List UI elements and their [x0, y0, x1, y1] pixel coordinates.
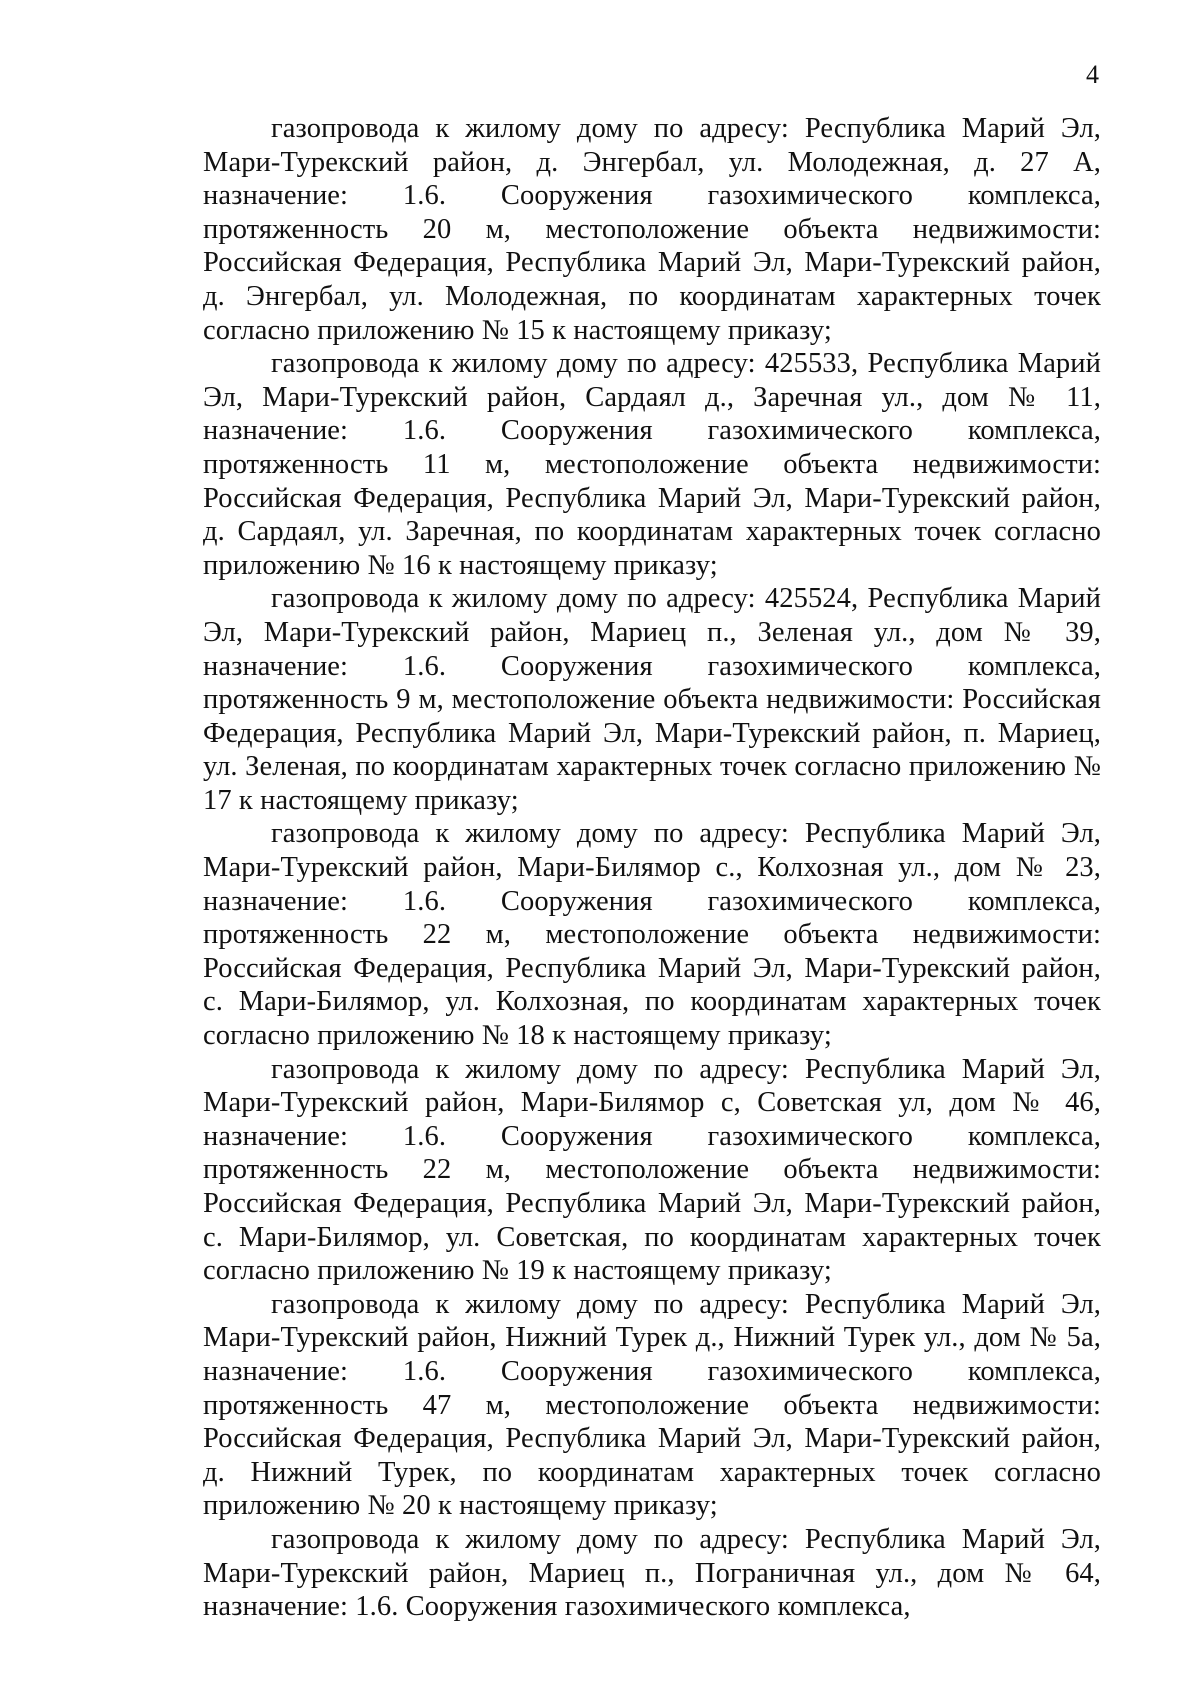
document-body [203, 112, 1101, 1624]
paragraph-appendix-17: газопровода к жилому дому по адресу: 425524, Республика Марий Эл, Мари-Турекский район, Мариец п., Зеленая ул., дом № 39, назначение: 1.6. Сооружения газохимического комплекса, протяженность 9 м, местоположение объекта недвижимости: Российская Федерация, Республика Марий Эл, Мари-Турекский район, п. Мариец, ул. Зеленая, по координатам характерных точек согласно приложению № 17 к настоящему приказу; [203, 583, 1101, 816]
paragraph-appendix-19: газопровода к жилому дому по адресу: Республика Марий Эл, Мари-Турекский район, Мари-Билямор с, Советская ул, дом № 46, назначение: 1.6. Сооружения газохимического комплекса, протяженность 22 м, местоположение объекта недвижимости: Российская Федерация, Республика Марий Эл, Мари-Турекский район, с. Мари-Билямор, ул. Советская, по координатам характерных точек согласно приложению № 19 к настоящему приказу; [203, 1053, 1101, 1287]
paragraph-appendix-16: газопровода к жилому дому по адресу: 425533, Республика Марий Эл, Мари-Турекский район, Сардаял д., Заречная ул., дом № 11, назначение: 1.6. Сооружения газохимического комплекса, протяженность 11 м, местоположение объекта недвижимости: Российская Федерация, Республика Марий Эл, Мари-Турекский район, д. Сардаял, ул. Заречная, по координатам характерных точек согласно приложению № 16 к настоящему приказу; [203, 348, 1101, 581]
paragraph-partial: газопровода к жилому дому по адресу: Республика Марий Эл, Мари-Турекский район, Мариец п., Пограничная ул., дом № 64, назначение: 1.6. Сооружения газохимического комплекса, [203, 1523, 1101, 1623]
paragraph-appendix-20: газопровода к жилому дому по адресу: Республика Марий Эл, Мари-Турекский район, Нижний Турек д., Нижний Турек ул., дом № 5а, назначение: 1.6. Сооружения газохимического комплекса, протяженность 47 м, местоположение объекта недвижимости: Российская Федерация, Республика Марий Эл, Мари-Турекский район, д. Нижний Турек, по координатам характерных точек согласно приложению № 20 к настоящему приказу; [203, 1288, 1101, 1522]
paragraph-appendix-15: газопровода к жилому дому по адресу: Республика Марий Эл, Мари-Турекский район, д. Энгербал, ул. Молодежная, д. 27 А, назначение: 1.6. Сооружения газохимического комплекса, протяженность 20 м, местоположение объекта недвижимости: Российская Федерация, Республика Марий Эл, Мари-Турекский район, д. Энгербал, ул. Молодежная, по координатам характерных точек согласно приложению № 15 к настоящему приказу; [203, 113, 1101, 346]
page-number: 4 [1086, 60, 1099, 89]
paragraph-appendix-18: газопровода к жилому дому по адресу: Республика Марий Эл, Мари-Турекский район, Мари-Билямор с., Колхозная ул., дом № 23, назначение: 1.6. Сооружения газохимического комплекса, протяженность 22 м, местоположение объекта недвижимости: Российская Федерация, Республика Марий Эл, Мари-Турекский район, с. Мари-Билямор, ул. Колхозная, по координатам характерных точек согласно приложению № 18 к настоящему приказу; [203, 818, 1101, 1052]
